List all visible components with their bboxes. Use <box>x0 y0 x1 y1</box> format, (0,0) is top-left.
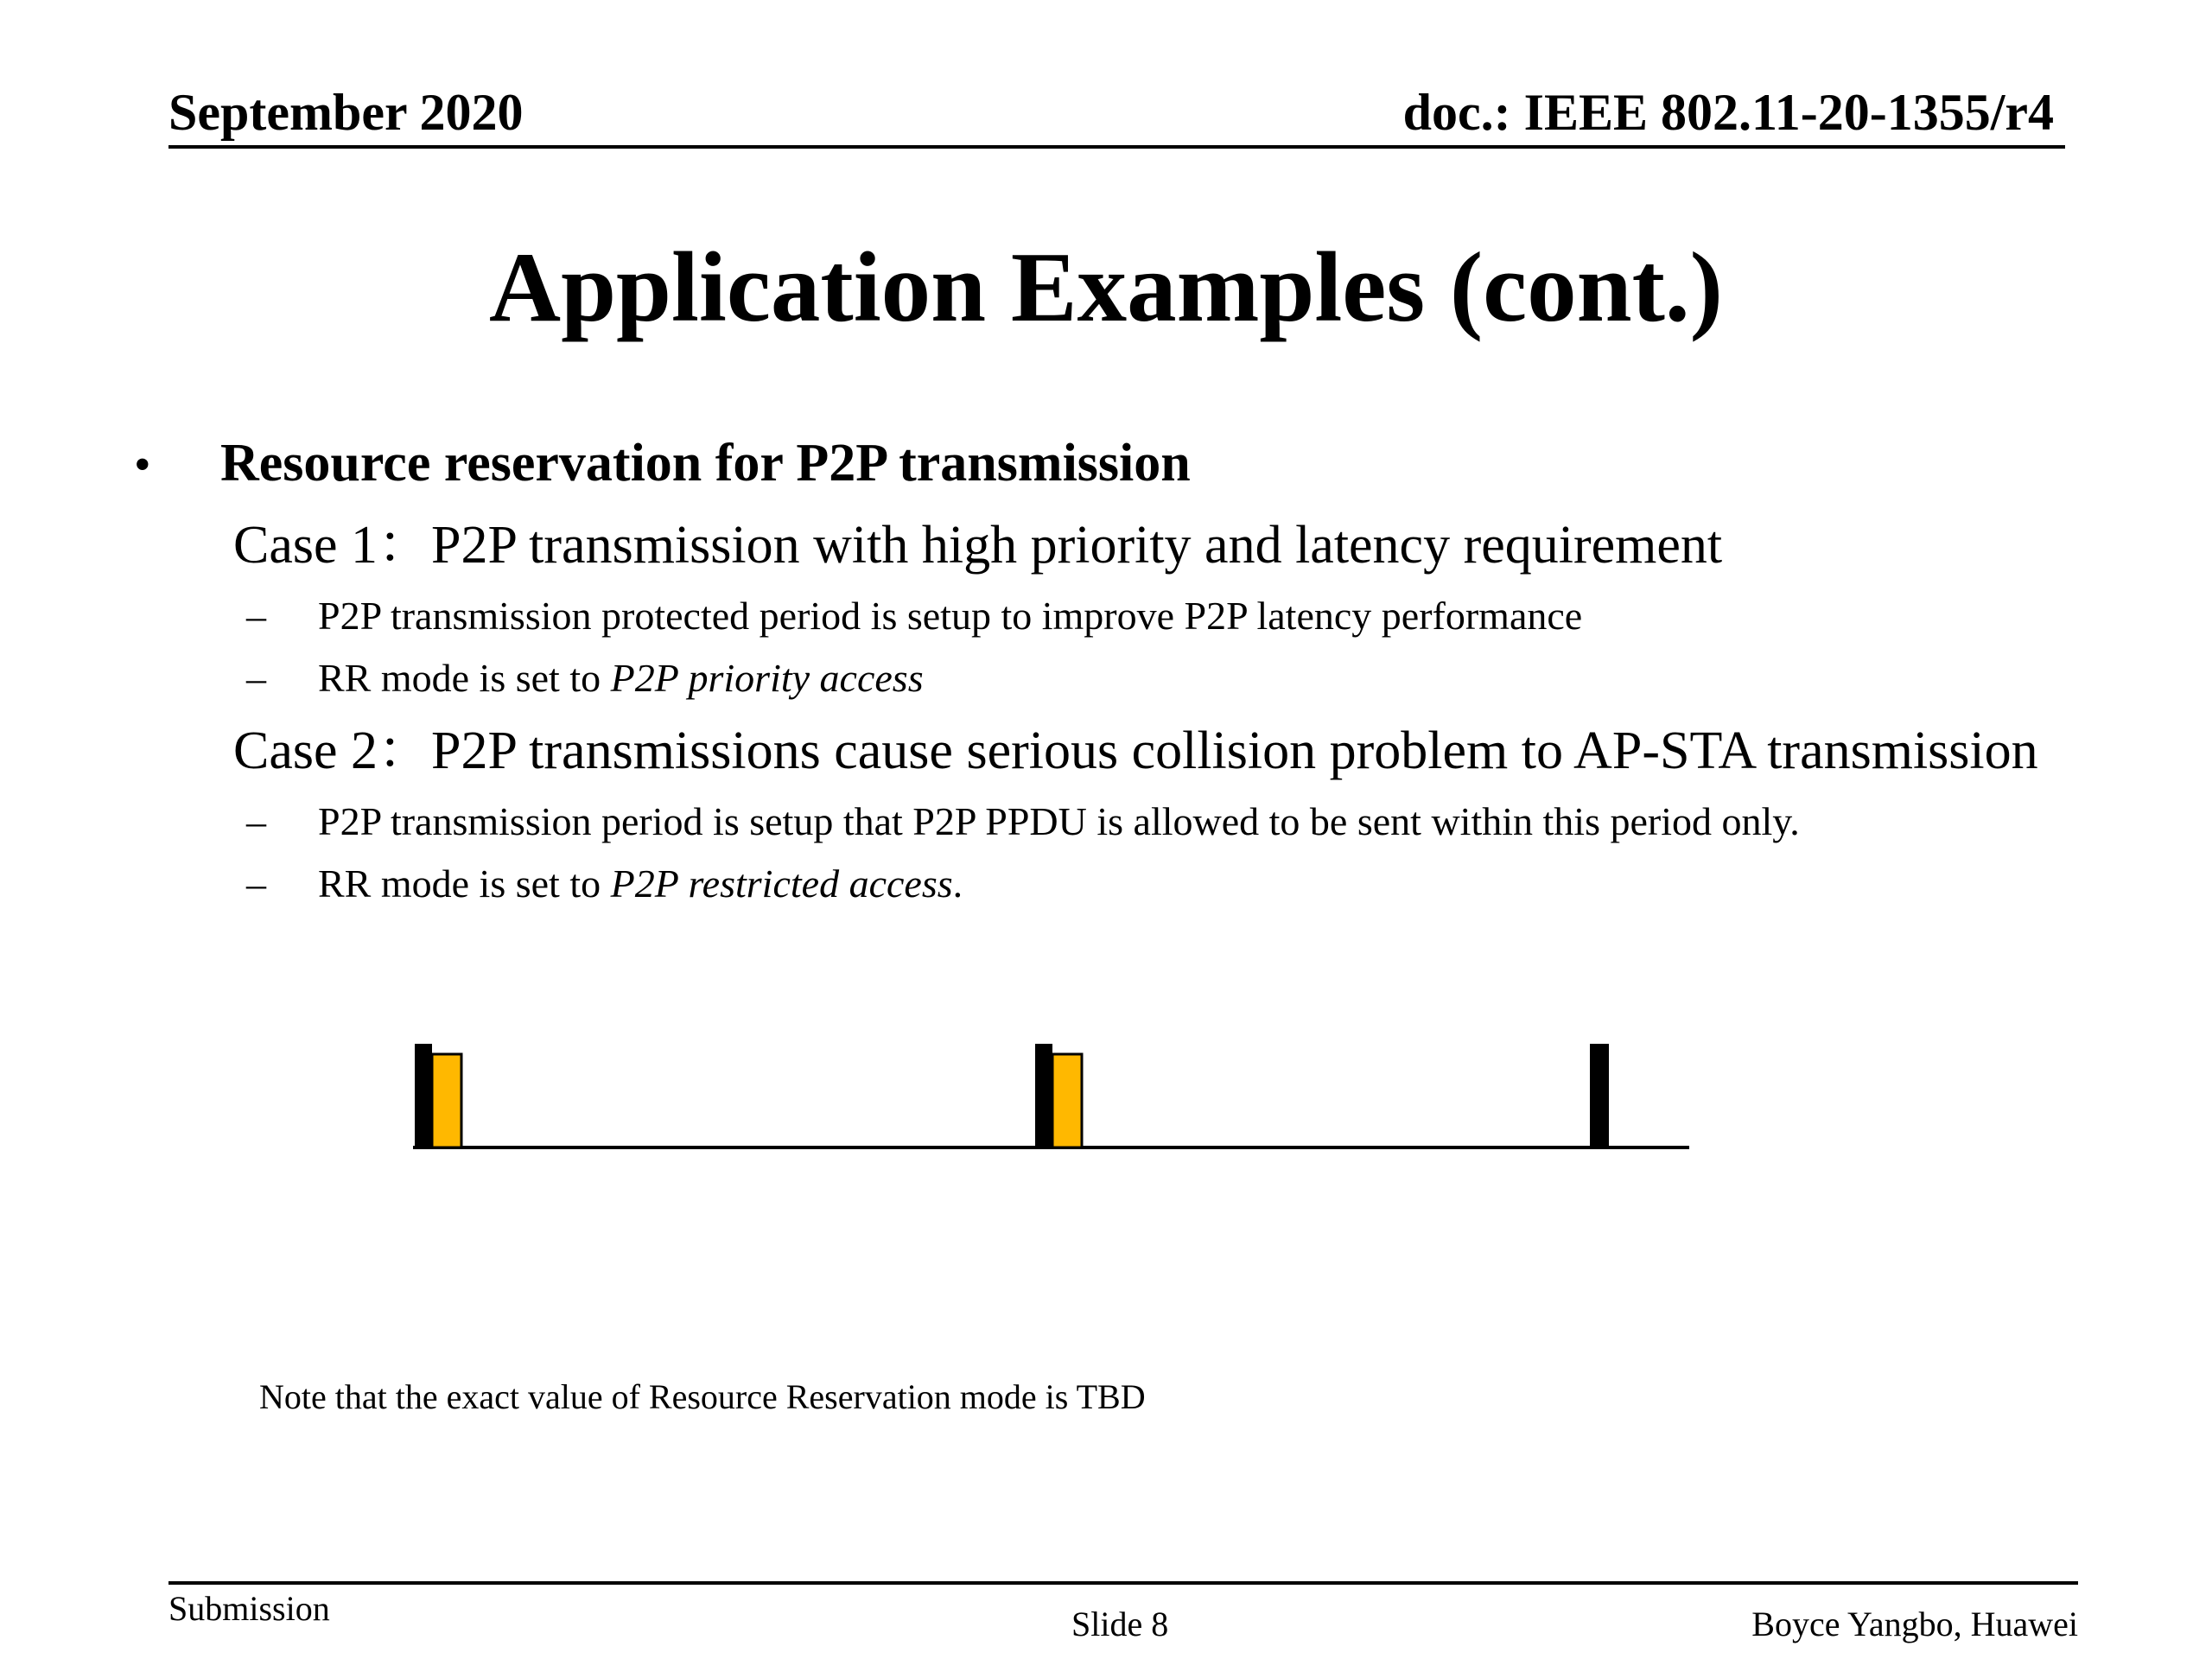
case-2-item-2-prefix: RR mode is set to <box>318 861 611 906</box>
case-2-item-2-tail: . <box>952 861 963 906</box>
reserved-period-1 <box>432 1054 461 1147</box>
beacon-marker-2 <box>1035 1044 1052 1147</box>
footer-submission: Submission <box>168 1589 330 1628</box>
header-divider <box>168 145 2065 149</box>
case-1-item-2-mode: P2P priority access <box>610 656 924 700</box>
beacon-marker-1 <box>415 1044 432 1147</box>
bullet-heading: Resource reservation for P2P transmission <box>220 434 1191 493</box>
case-1-item-1-text: P2P transmission protected period is setup to improve P2P latency performance <box>318 594 1583 638</box>
timeline-diagram <box>406 1037 1719 1175</box>
slide-title: Application Examples (cont.) <box>489 232 1723 342</box>
header-date: September 2020 <box>168 84 524 141</box>
dash-icon: – <box>246 799 266 843</box>
case-1-label: Case 1：P2P transmission with high priority and latency requirement <box>233 516 1723 575</box>
case-2-item-1-text: P2P transmission period is setup that P2P PPDU is allowed to be sent within this period only. <box>318 799 1800 843</box>
footer-author: Boyce Yangbo, Huawei <box>1751 1605 2078 1643</box>
dash-icon: – <box>246 861 266 906</box>
case-2-item-2-text <box>318 861 963 906</box>
beacon-marker-3 <box>1590 1044 1609 1147</box>
dash-icon: – <box>246 594 266 638</box>
dash-icon: – <box>246 656 266 700</box>
case-2-label: Case 2：P2P transmissions cause serious collision problem to AP-STA transmission <box>233 721 2038 780</box>
footer-divider <box>168 1581 2078 1585</box>
footer-slide-number: Slide 8 <box>1071 1605 1169 1643</box>
case-1-item-2-text <box>318 658 924 698</box>
bullet-icon: • <box>134 438 151 492</box>
case-2-item-2-mode: P2P restricted access <box>610 861 953 906</box>
header-doc-id: doc.: IEEE 802.11-20-1355/r4 <box>1402 84 2054 141</box>
reserved-period-2 <box>1052 1054 1082 1147</box>
case-1-item-2-prefix: RR mode is set to <box>318 656 611 700</box>
note-text: Note that the exact value of Resource Reservation mode is TBD <box>259 1377 1146 1416</box>
